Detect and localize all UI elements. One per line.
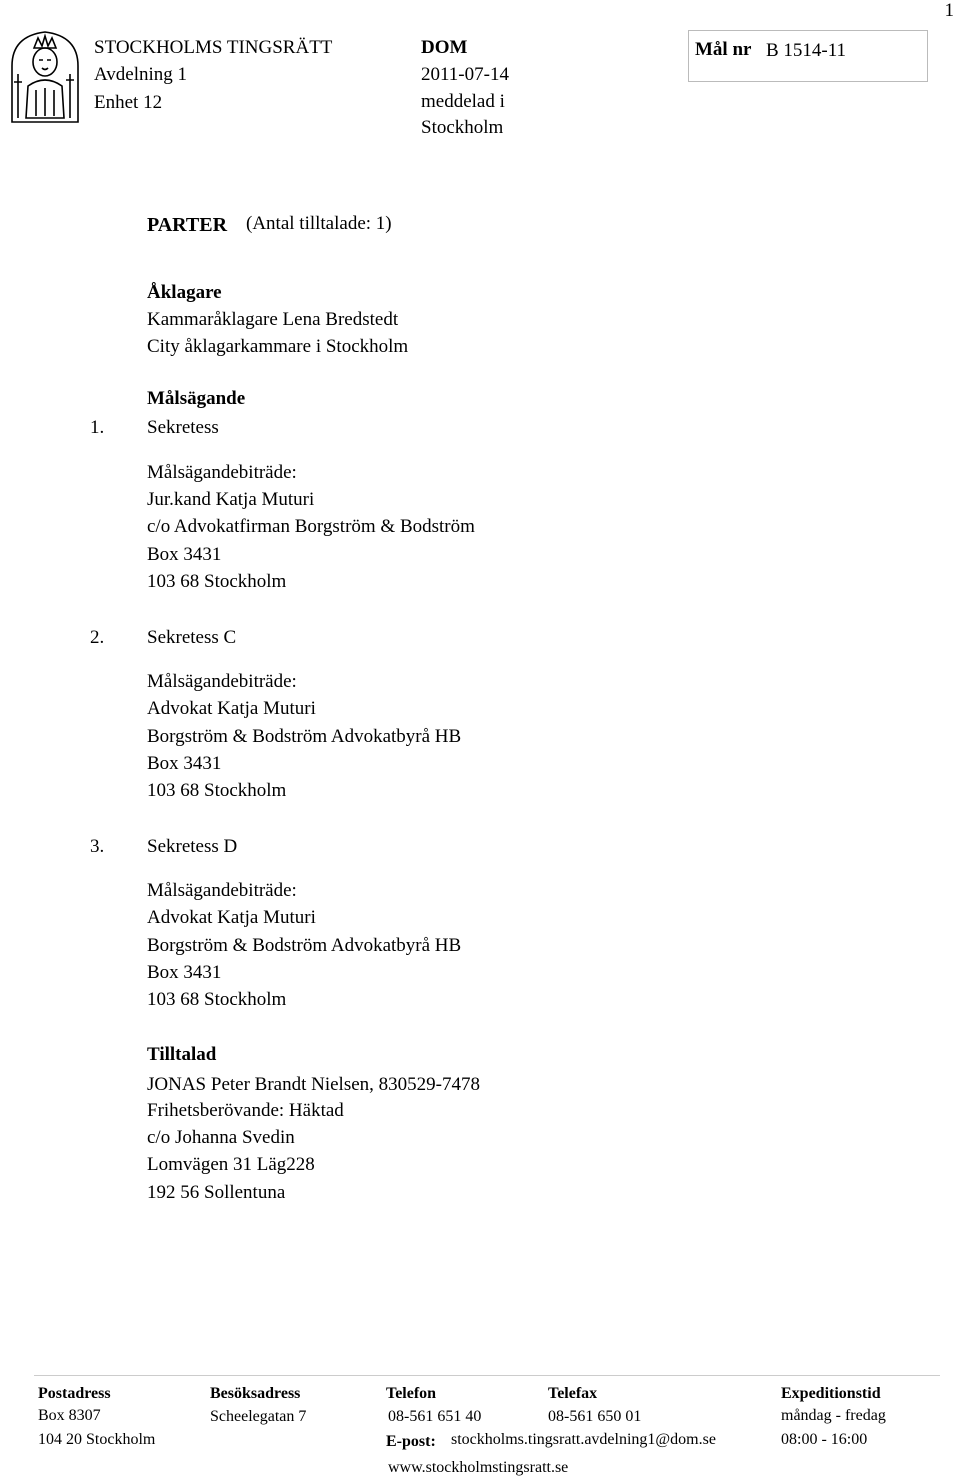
prosecutor-office: City åklagarkammare i Stockholm [147,336,409,357]
plaintiff-number: 3. [90,836,105,857]
defendant-line: c/o Johanna Svedin [147,1127,295,1148]
footer-email-link[interactable]: stockholms.tingsratt.avdelning1@dom.se [451,1431,716,1448]
court-unit: Enhet 12 [94,92,163,113]
case-number-box [688,30,928,82]
court-division: Avdelning 1 [94,64,188,85]
plaintiff-name: Sekretess C [147,627,237,648]
plaintiff-counsel-line: Box 3431 [147,544,222,565]
defendant-line: Lomvägen 31 Läg228 [147,1154,315,1175]
parties-heading: PARTER [147,214,228,236]
plaintiff-counsel-line: 103 68 Stockholm [147,989,287,1010]
plaintiff-counsel-line: Borgström & Bodström Advokatbyrå HB [147,726,462,747]
footer-divider [34,1375,940,1376]
plaintiff-counsel-line: Jur.kand Katja Muturi [147,489,315,510]
prosecutor-name: Kammaråklagare Lena Bredstedt [147,309,399,330]
plaintiff-counsel-label: Målsägandebiträde: [147,671,297,692]
prosecutor-heading: Åklagare [147,282,222,303]
plaintiff-counsel-line: Box 3431 [147,962,222,983]
footer-fax-heading: Telefax [548,1385,598,1402]
footer-visit-line: Scheelegatan 7 [210,1408,307,1425]
case-number: B 1514-11 [766,40,847,61]
plaintiff-counsel-line: Box 3431 [147,753,222,774]
plaintiff-counsel-line: 103 68 Stockholm [147,571,287,592]
defendant-heading: Tilltalad [147,1044,217,1065]
footer-postal-line: 104 20 Stockholm [38,1431,156,1448]
footer-phone: 08-561 651 40 [388,1408,482,1425]
court-name: STOCKHOLMS TINGSRÄTT [94,37,333,58]
footer-hours-days: måndag - fredag [781,1407,886,1424]
footer-visit-heading: Besöksadress [210,1385,301,1402]
case-number-label: Mål nr [695,39,752,60]
document-date: 2011-07-14 [421,64,509,85]
footer-phone-heading: Telefon [386,1385,437,1402]
footer-web-link[interactable]: www.stockholmstingsratt.se [388,1459,569,1476]
plaintiff-counsel-line: Borgström & Bodström Advokatbyrå HB [147,935,462,956]
plaintiff-number: 1. [90,417,105,438]
plaintiff-counsel-line: c/o Advokatfirman Borgström & Bodström [147,516,475,537]
document-type: DOM [421,37,468,58]
document-issued-line2: Stockholm [421,117,504,138]
plaintiff-counsel-line: Advokat Katja Muturi [147,698,316,719]
plaintiff-name: Sekretess [147,417,219,438]
footer-fax: 08-561 650 01 [548,1408,642,1425]
plaintiffs-heading: Målsägande [147,388,246,409]
plaintiff-name: Sekretess D [147,836,238,857]
plaintiff-counsel-line: 103 68 Stockholm [147,780,287,801]
footer-postal-line: Box 8307 [38,1407,101,1424]
plaintiff-counsel-line: Advokat Katja Muturi [147,907,316,928]
court-seal-logo [6,26,84,130]
plaintiff-number: 2. [90,627,105,648]
parties-note: (Antal tilltalade: 1) [246,213,392,234]
footer-hours-heading: Expeditionstid [781,1385,881,1402]
plaintiff-counsel-label: Målsägandebiträde: [147,880,297,901]
defendant-line: JONAS Peter Brandt Nielsen, 830529-7478 [147,1074,480,1095]
footer-postal-heading: Postadress [38,1385,111,1402]
defendant-line: 192 56 Sollentuna [147,1182,286,1203]
page-number: 1 [944,0,954,21]
footer-hours-time: 08:00 - 16:00 [781,1431,868,1448]
defendant-line: Frihetsberövande: Häktad [147,1100,344,1121]
footer-email-label: E-post: [386,1433,436,1450]
plaintiff-counsel-label: Målsägandebiträde: [147,462,297,483]
document-issued-line1: meddelad i [421,91,505,112]
court-seal-icon [6,26,84,130]
